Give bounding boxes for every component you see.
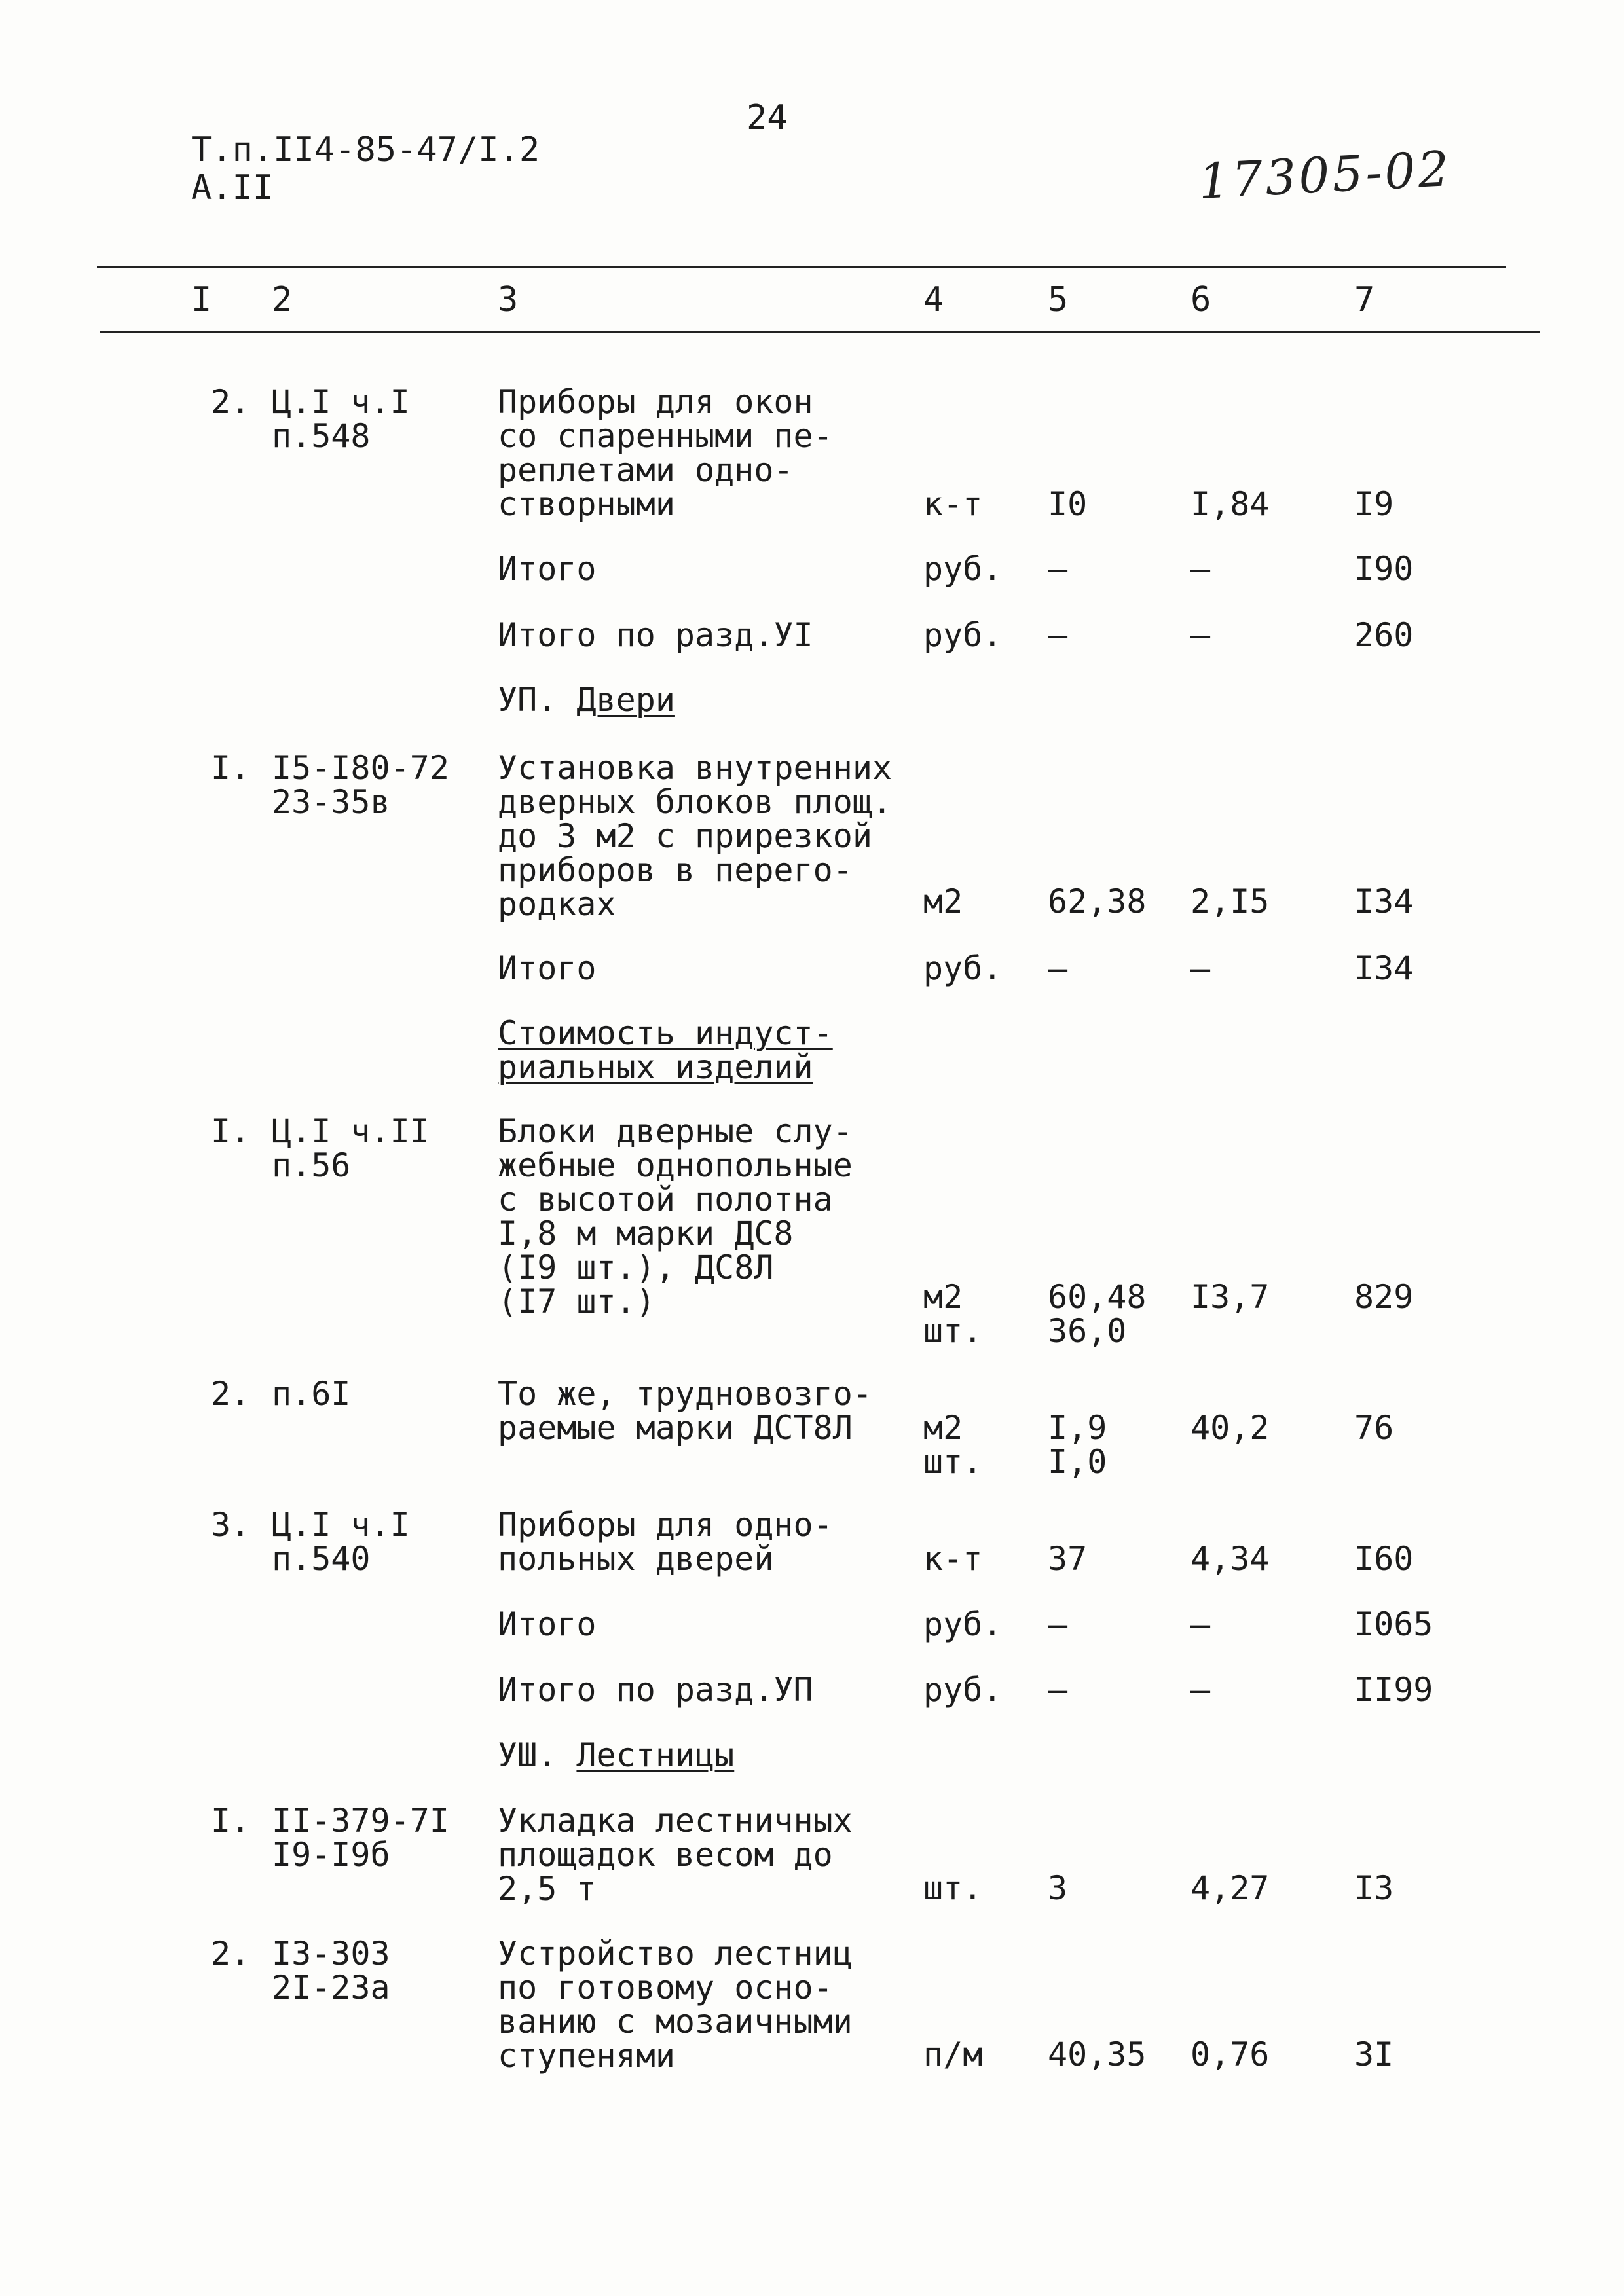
row-description: Итого <box>498 1605 597 1643</box>
row-description: То же, трудновозго- раемые марки ДСТ8Л <box>498 1375 872 1447</box>
row-quantity: – <box>1048 1671 1068 1709</box>
row-unit: руб. <box>923 616 1003 654</box>
row-total: I9 <box>1354 485 1394 523</box>
row-unit: руб. <box>923 1671 1003 1709</box>
row-unit-price: 0,76 <box>1190 2035 1270 2073</box>
section-number: УП. <box>498 681 557 719</box>
row-reference: I3-303 2I-23а <box>272 1935 390 2007</box>
row-unit: шт. <box>923 1869 983 1907</box>
column-header-7: 7 <box>1354 280 1375 319</box>
row-unit-price: 4,27 <box>1190 1869 1270 1907</box>
row-total: 260 <box>1354 616 1414 654</box>
row-description: Итого <box>498 550 597 588</box>
row-unit: п/м <box>923 2035 983 2073</box>
row-description: Устройство лестниц по готовому осно- ванию с мозаичными ступенями <box>498 1935 853 2075</box>
row-description: Итого по разд.УП <box>498 1671 813 1709</box>
header-rule-bottom <box>100 331 1540 333</box>
row-description: Установка внутренних дверных блоков площ. до 3 м2 с прирезкой приборов в перего- родках <box>498 749 893 923</box>
row-quantity: – <box>1048 616 1068 654</box>
row-quantity: I0 <box>1048 485 1088 523</box>
row-unit-price: – <box>1190 1671 1211 1709</box>
handwritten-code: 17305-02 <box>1197 140 1453 211</box>
column-header-2: 2 <box>272 280 293 319</box>
row-quantity: I,9 I,0 <box>1048 1409 1107 1481</box>
row-quantity: 62,38 <box>1048 883 1147 920</box>
row-total: I34 <box>1354 883 1414 920</box>
row-reference: II-379-7I I9-I9б <box>272 1802 449 1874</box>
page-number: 24 <box>747 98 788 137</box>
document-code <box>191 131 540 207</box>
industrial-items-heading: Стоимость индуст- риальных изделий <box>498 1014 833 1086</box>
row-unit-price: 2,I5 <box>1190 883 1270 920</box>
row-quantity: 37 <box>1048 1540 1088 1578</box>
header-rule-top <box>97 266 1506 268</box>
column-header-1: I <box>191 280 212 319</box>
row-reference: Ц.I ч.I п.548 <box>272 383 410 455</box>
row-unit-price: – <box>1190 550 1211 588</box>
row-number: I. <box>211 1802 251 1840</box>
row-description: Приборы для окон со спаренными пе- реплетами одно- створными <box>498 383 833 523</box>
row-number: I. <box>211 749 251 787</box>
section-name: Двери <box>576 681 675 719</box>
section-name: Лестницы <box>576 1736 735 1774</box>
section-number: УШ. <box>498 1736 557 1774</box>
row-unit-price: – <box>1190 1605 1211 1643</box>
row-number: I. <box>211 1112 251 1150</box>
row-unit-price: 40,2 <box>1190 1409 1270 1447</box>
row-reference: Ц.I ч.II п.56 <box>272 1112 430 1184</box>
column-header-4: 4 <box>923 280 944 319</box>
row-unit: м2 шт. <box>923 1409 983 1481</box>
document-code-line1: Т.п.II4-85-47/I.2 <box>191 130 540 170</box>
row-unit: к-т <box>923 485 983 523</box>
row-reference: Ц.I ч.I п.540 <box>272 1506 410 1578</box>
column-header-6: 6 <box>1190 280 1211 319</box>
column-header-5: 5 <box>1048 280 1069 319</box>
row-unit-price: I3,7 <box>1190 1278 1270 1316</box>
row-reference: I5-I80-72 23-35в <box>272 749 449 821</box>
row-number: 2. <box>211 1375 251 1413</box>
row-description: Укладка лестничных площадок весом до 2,5 т <box>498 1802 853 1908</box>
row-description: Блоки дверные слу- жебные однопольные с высотой полотна I,8 м марки ДС8 (I9 шт.), ДС8Л (I7 шт.) <box>498 1112 853 1321</box>
row-unit: руб. <box>923 550 1003 588</box>
section-7-title <box>498 683 675 717</box>
row-total: I34 <box>1354 949 1414 987</box>
row-total: I90 <box>1354 550 1414 588</box>
row-total: I065 <box>1354 1605 1433 1643</box>
document-code-line2: А.II <box>191 168 274 208</box>
row-quantity: – <box>1048 1605 1068 1643</box>
row-quantity: – <box>1048 550 1068 588</box>
row-quantity: 3 <box>1048 1869 1068 1907</box>
row-unit-price: – <box>1190 616 1211 654</box>
row-number: 2. <box>211 1935 251 1973</box>
row-number: 3. <box>211 1506 251 1544</box>
row-description: Итого <box>498 949 597 987</box>
column-header-3: 3 <box>498 280 519 319</box>
row-description: Итого по разд.УI <box>498 616 813 654</box>
row-unit-price: I,84 <box>1190 485 1270 523</box>
row-total: I3 <box>1354 1869 1394 1907</box>
row-total: 76 <box>1354 1409 1394 1447</box>
row-quantity: – <box>1048 949 1068 987</box>
row-reference: п.6I <box>272 1375 351 1413</box>
section-8-title <box>498 1738 734 1772</box>
row-total: 829 <box>1354 1278 1414 1316</box>
row-total: 3I <box>1354 2035 1394 2073</box>
row-quantity: 40,35 <box>1048 2035 1147 2073</box>
row-unit-price: 4,34 <box>1190 1540 1270 1578</box>
row-quantity: 60,48 36,0 <box>1048 1278 1147 1350</box>
row-unit: м2 шт. <box>923 1278 983 1350</box>
row-total: I60 <box>1354 1540 1414 1578</box>
row-total: II99 <box>1354 1671 1433 1709</box>
row-unit: руб. <box>923 1605 1003 1643</box>
row-unit: м2 <box>923 883 963 920</box>
row-unit: к-т <box>923 1540 983 1578</box>
row-description: Приборы для одно- польных дверей <box>498 1506 833 1578</box>
row-unit: руб. <box>923 949 1003 987</box>
row-unit-price: – <box>1190 949 1211 987</box>
row-number: 2. <box>211 383 251 421</box>
